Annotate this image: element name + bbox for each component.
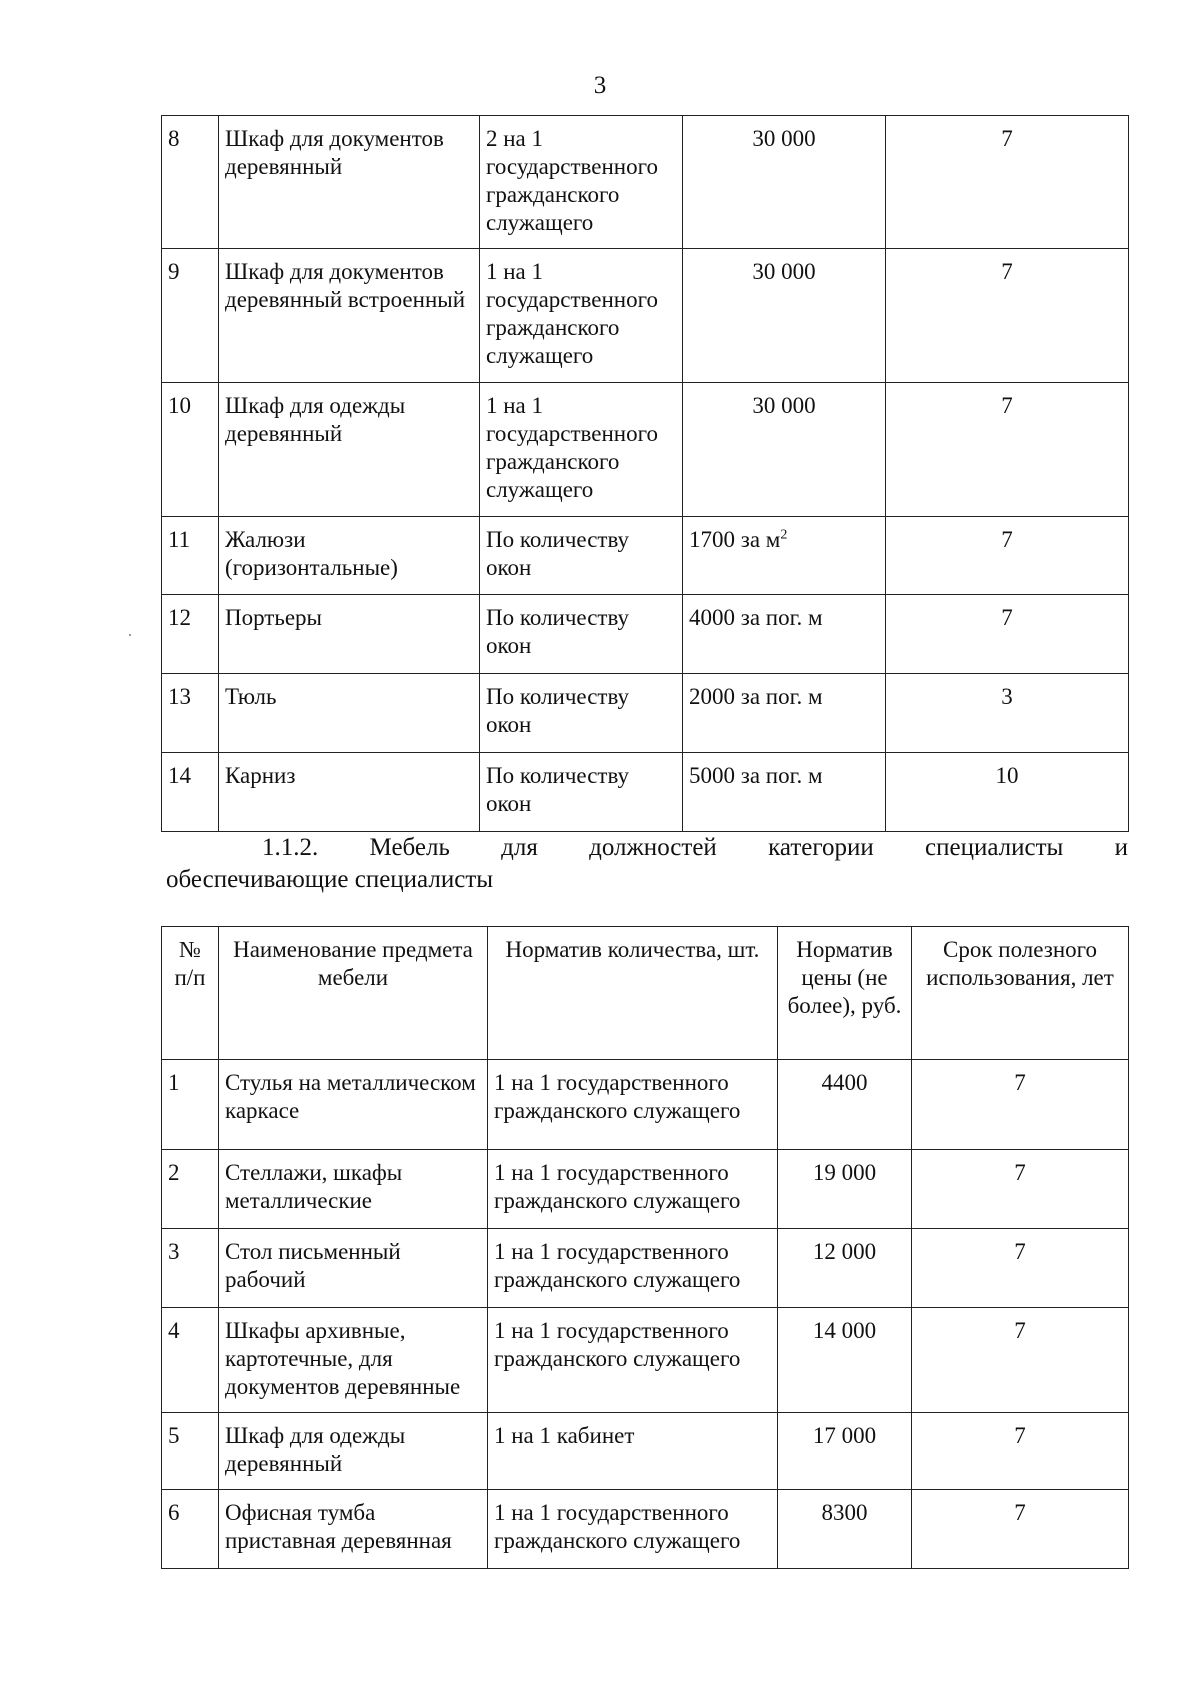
table-row bbox=[162, 1490, 1129, 1569]
service-life: 7 bbox=[912, 1413, 1129, 1490]
header-number: № п/п bbox=[162, 927, 219, 1060]
item-name: Офисная тумба приставная деревянная bbox=[219, 1490, 488, 1569]
service-life: 7 bbox=[886, 517, 1129, 595]
row-number: 13 bbox=[162, 674, 219, 753]
quantity-norm: 1 на 1 государственного гражданского служащего bbox=[488, 1060, 778, 1150]
row-number: 6 bbox=[162, 1490, 219, 1569]
table-row bbox=[162, 249, 1129, 383]
row-number: 12 bbox=[162, 595, 219, 674]
item-name: Шкаф для одежды деревянный bbox=[219, 1413, 488, 1490]
item-name: Шкафы архивные, картотечные, для документов деревянные bbox=[219, 1308, 488, 1413]
quantity-norm: 1 на 1 государственного гражданского служащего bbox=[480, 249, 683, 383]
item-name: Стол письменный рабочий bbox=[219, 1229, 488, 1308]
scan-speck bbox=[129, 634, 131, 636]
service-life: 7 bbox=[886, 116, 1129, 249]
quantity-norm: По количеству окон bbox=[480, 517, 683, 595]
service-life: 7 bbox=[912, 1060, 1129, 1150]
quantity-norm: По количеству окон bbox=[480, 753, 683, 832]
quantity-norm: 1 на 1 государственного гражданского служащего bbox=[488, 1150, 778, 1229]
price-norm: 17 000 bbox=[778, 1413, 912, 1490]
section-heading-line-1: 1.1.2. Мебель для должностей категории специалисты и bbox=[262, 834, 1128, 861]
quantity-norm: По количеству окон bbox=[480, 674, 683, 753]
service-life: 3 bbox=[886, 674, 1129, 753]
item-name: Карниз bbox=[219, 753, 480, 832]
page-number: 3 bbox=[593, 72, 607, 99]
row-number: 1 bbox=[162, 1060, 219, 1150]
table-row bbox=[162, 383, 1129, 517]
price-norm: 30 000 bbox=[683, 116, 886, 249]
price-norm: 5000 за пог. м bbox=[683, 753, 886, 832]
item-name: Стеллажи, шкафы металлические bbox=[219, 1150, 488, 1229]
row-number: 14 bbox=[162, 753, 219, 832]
table-row bbox=[162, 1413, 1129, 1490]
table-row bbox=[162, 1308, 1129, 1413]
row-number: 9 bbox=[162, 249, 219, 383]
header-quantity-norm: Норматив количества, шт. bbox=[488, 927, 778, 1060]
price-norm: 2000 за пог. м bbox=[683, 674, 886, 753]
item-name: Шкаф для одежды деревянный bbox=[219, 383, 480, 517]
quantity-norm: По количеству окон bbox=[480, 595, 683, 674]
price-norm bbox=[683, 517, 886, 595]
price-norm: 4400 bbox=[778, 1060, 912, 1150]
service-life: 7 bbox=[912, 1308, 1129, 1413]
price-norm: 12 000 bbox=[778, 1229, 912, 1308]
furniture-table-specialists bbox=[161, 926, 1129, 1569]
price-value: 1700 за м bbox=[689, 527, 781, 552]
row-number: 4 bbox=[162, 1308, 219, 1413]
table-row bbox=[162, 116, 1129, 249]
table-row bbox=[162, 595, 1129, 674]
item-name: Тюль bbox=[219, 674, 480, 753]
table-row bbox=[162, 753, 1129, 832]
row-number: 8 bbox=[162, 116, 219, 249]
service-life: 7 bbox=[912, 1150, 1129, 1229]
price-norm: 30 000 bbox=[683, 383, 886, 517]
table-row bbox=[162, 674, 1129, 753]
price-norm: 19 000 bbox=[778, 1150, 912, 1229]
table-header-row bbox=[162, 927, 1129, 1060]
item-name: Жалюзи (горизонтальные) bbox=[219, 517, 480, 595]
service-life: 10 bbox=[886, 753, 1129, 832]
service-life: 7 bbox=[886, 383, 1129, 517]
row-number: 2 bbox=[162, 1150, 219, 1229]
item-name: Шкаф для документов деревянный встроенный bbox=[219, 249, 480, 383]
price-unit-superscript: 2 bbox=[780, 527, 788, 543]
item-name: Портьеры bbox=[219, 595, 480, 674]
service-life: 7 bbox=[886, 595, 1129, 674]
row-number: 10 bbox=[162, 383, 219, 517]
row-number: 5 bbox=[162, 1413, 219, 1490]
row-number: 11 bbox=[162, 517, 219, 595]
quantity-norm: 1 на 1 государственного гражданского служащего bbox=[488, 1490, 778, 1569]
section-heading bbox=[166, 832, 1128, 896]
section-heading-line-2: обеспечивающие специалисты bbox=[166, 866, 494, 893]
quantity-norm: 1 на 1 государственного гражданского служащего bbox=[488, 1229, 778, 1308]
header-service-life: Срок полезного использования, лет bbox=[912, 927, 1129, 1060]
header-item-name: Наименование предмета мебели bbox=[219, 927, 488, 1060]
service-life: 7 bbox=[912, 1490, 1129, 1569]
quantity-norm: 1 на 1 государственного гражданского служащего bbox=[488, 1308, 778, 1413]
quantity-norm: 2 на 1 государственного гражданского служащего bbox=[480, 116, 683, 249]
quantity-norm: 1 на 1 государственного гражданского служащего bbox=[480, 383, 683, 517]
price-norm: 8300 bbox=[778, 1490, 912, 1569]
price-norm: 14 000 bbox=[778, 1308, 912, 1413]
item-name: Стулья на металлическом каркасе bbox=[219, 1060, 488, 1150]
price-norm: 4000 за пог. м bbox=[683, 595, 886, 674]
table-row bbox=[162, 517, 1129, 595]
service-life: 7 bbox=[912, 1229, 1129, 1308]
service-life: 7 bbox=[886, 249, 1129, 383]
table-row bbox=[162, 1229, 1129, 1308]
price-norm: 30 000 bbox=[683, 249, 886, 383]
table-row bbox=[162, 1060, 1129, 1150]
item-name: Шкаф для документов деревянный bbox=[219, 116, 480, 249]
row-number: 3 bbox=[162, 1229, 219, 1308]
furniture-table-continued bbox=[161, 115, 1129, 832]
table-row bbox=[162, 1150, 1129, 1229]
header-price-norm: Норматив цены (не более), руб. bbox=[778, 927, 912, 1060]
quantity-norm: 1 на 1 кабинет bbox=[488, 1413, 778, 1490]
